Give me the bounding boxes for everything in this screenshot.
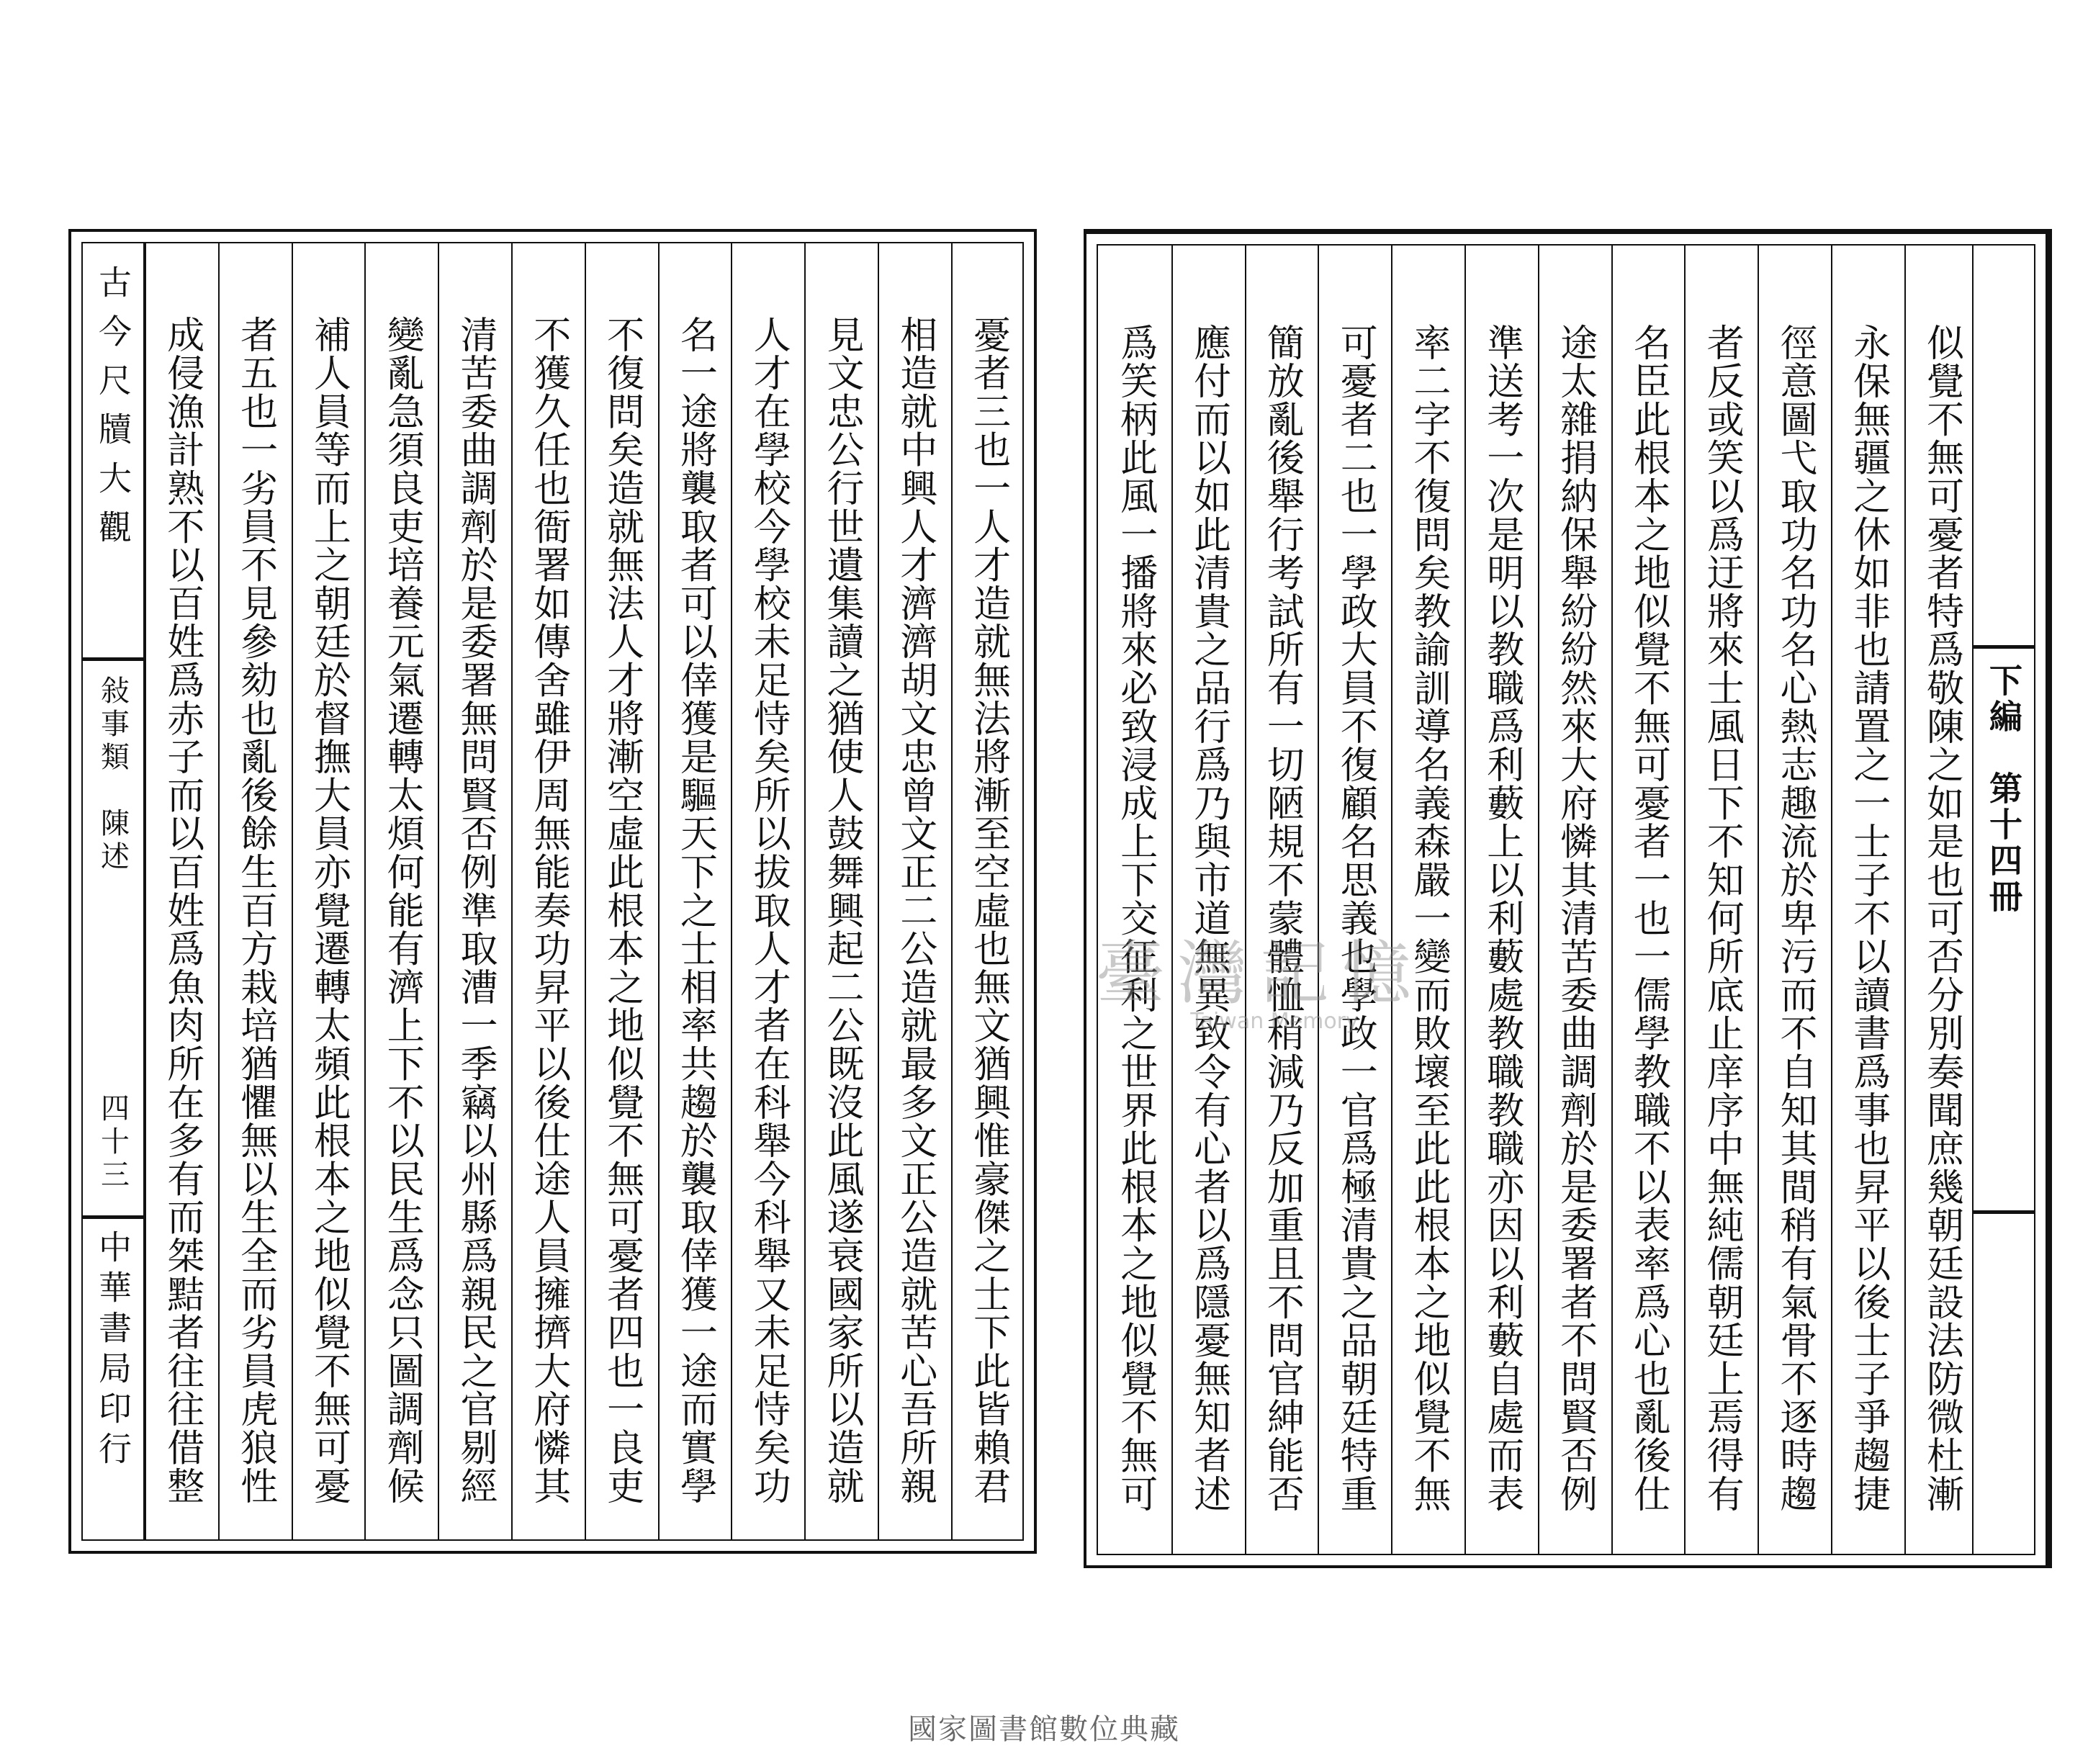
- left-text-column-9: 變亂急須良吏培養元氣遷轉太煩何能有濟上下不以民生爲念只圖調劑候: [364, 243, 438, 1539]
- taiwan-memory-watermark-logo: [1058, 929, 1462, 1037]
- left-text-column-5: 名一途將襲取者可以倖獲是驅天下之士相率共趨於襲取倖獲一途而實學: [658, 243, 732, 1539]
- left-text-column-7: 不獲久任也衙署如傳舍雖伊周無能奏功昇平以後仕途人員擁擠大府憐其: [511, 243, 585, 1539]
- right-text-column-12: 爲笑柄此風一播將來必致浸成上下交征利之世界此根本之地似覺不無可: [1113, 323, 1157, 1513]
- left-text-column-12: 成侵漁計熟不以百姓爲赤子而以百姓爲魚肉所在多有而桀黠者往往借整: [145, 243, 218, 1539]
- right-text-column-6: 途太雜捐納保舉紛紛然來大府憐其清苦委曲調劑於是委署者不問賢否例: [1538, 246, 1611, 1554]
- volume-divider-bottom: [1974, 1210, 2034, 1214]
- left-text-column-10: 補人員等而上之朝廷於督撫大員亦覺遷轉太頻此根本之地似覺不無可憂: [292, 243, 365, 1539]
- right-text-column-4: 者反或笑以爲迂將來士風日下不知何所底止庠序中無純儒朝廷上焉得有: [1684, 246, 1758, 1554]
- left-text-column-4: 人才在學校今學校未足恃矣所以拔取人才者在科舉今科舉又未足恃矣功: [731, 243, 804, 1539]
- right-page: [1084, 229, 2052, 1568]
- margin-divider-top: [83, 657, 143, 661]
- left-text-column-1: 憂者三也一人才造就無法將漸至空虛也無文猶興惟豪傑之士下此皆賴君: [951, 243, 1025, 1539]
- left-text-column-3: 見文忠公行世遺集讀之猶使人鼓舞興起二公既沒此風遂衰國家所以造就: [804, 243, 878, 1539]
- right-text-column-3: 徑意圖弋取功名功名心熱志趣流於卑污而不自知其間稍有氣骨不逐時趨: [1758, 246, 1831, 1554]
- volume-label: 下編 第十四冊: [1984, 663, 2023, 915]
- right-text-column-8: 率二字不復問矣教諭訓導名義森嚴一變而敗壞至此此根本之地似覺不無: [1391, 246, 1464, 1554]
- left-text-column-6: 不復問矣造就無法人才將漸空虛此根本之地似覺不無可憂者四也一良吏: [585, 243, 658, 1539]
- book-title: 古今尺牘大觀: [94, 265, 132, 559]
- left-page: [68, 229, 1037, 1554]
- watermark-subtitle: Taiwan Memory: [1190, 1009, 1359, 1034]
- right-text-column-1: 似覺不無可憂者特爲敬陳之如是也可否分別奏聞庶幾朝廷設法防微杜漸: [1904, 246, 1978, 1554]
- right-text-column-11: 應付而以如此清貴之品行爲乃與市道無異致令有心者以爲隱憂無知者述: [1171, 246, 1245, 1554]
- right-text-column-9: 可憂者二也一學政大員不復顧名思義也學政一官爲極清貴之品朝廷特重: [1318, 246, 1391, 1554]
- right-text-column-5: 名臣此根本之地似覺不無可憂者一也一儒學教職不以表率爲心也亂後仕: [1611, 246, 1685, 1554]
- left-text-column-8: 清苦委曲調劑於是委署無問賢否例準取漕一季竊以州縣爲親民之官剔經: [438, 243, 511, 1539]
- publisher-imprint: 中華書局印行: [94, 1230, 132, 1472]
- right-page-frame: [1097, 244, 2035, 1555]
- right-text-column-10: 簡放亂後舉行考試所有一切陋規不蒙體恤稍減乃反加重且不問官紳能否: [1245, 246, 1318, 1554]
- left-page-margin-column: [83, 243, 145, 1539]
- watermark-title: 臺灣記憶: [1096, 933, 1424, 1014]
- margin-divider-bottom: [83, 1215, 143, 1219]
- volume-divider-top: [1974, 645, 2034, 649]
- right-text-column-2: 永保無疆之休如非也請置之一士子不以讀書爲事也昇平以後士子爭趨捷: [1831, 246, 1904, 1554]
- right-page-margin-column: [1972, 246, 2034, 1554]
- right-text-column-7: 準送考一次是明以教職爲利藪上以利藪處教職教職亦因以利藪自處而表: [1464, 246, 1538, 1554]
- category-label: 敍事類 陳述: [96, 675, 130, 874]
- page-number: 四十三: [96, 1093, 130, 1192]
- footer-credit: 國家圖書館數位典藏: [908, 1713, 1180, 1746]
- left-text-column-11: 者五也一劣員不見參劾也亂後餘生百方栽培猶懼無以生全而劣員虎狼性: [218, 243, 292, 1539]
- left-text-column-2: 相造就中興人才濟濟胡文忠曾文正二公造就最多文正公造就苦心吾所親: [878, 243, 951, 1539]
- left-page-frame: [81, 242, 1024, 1541]
